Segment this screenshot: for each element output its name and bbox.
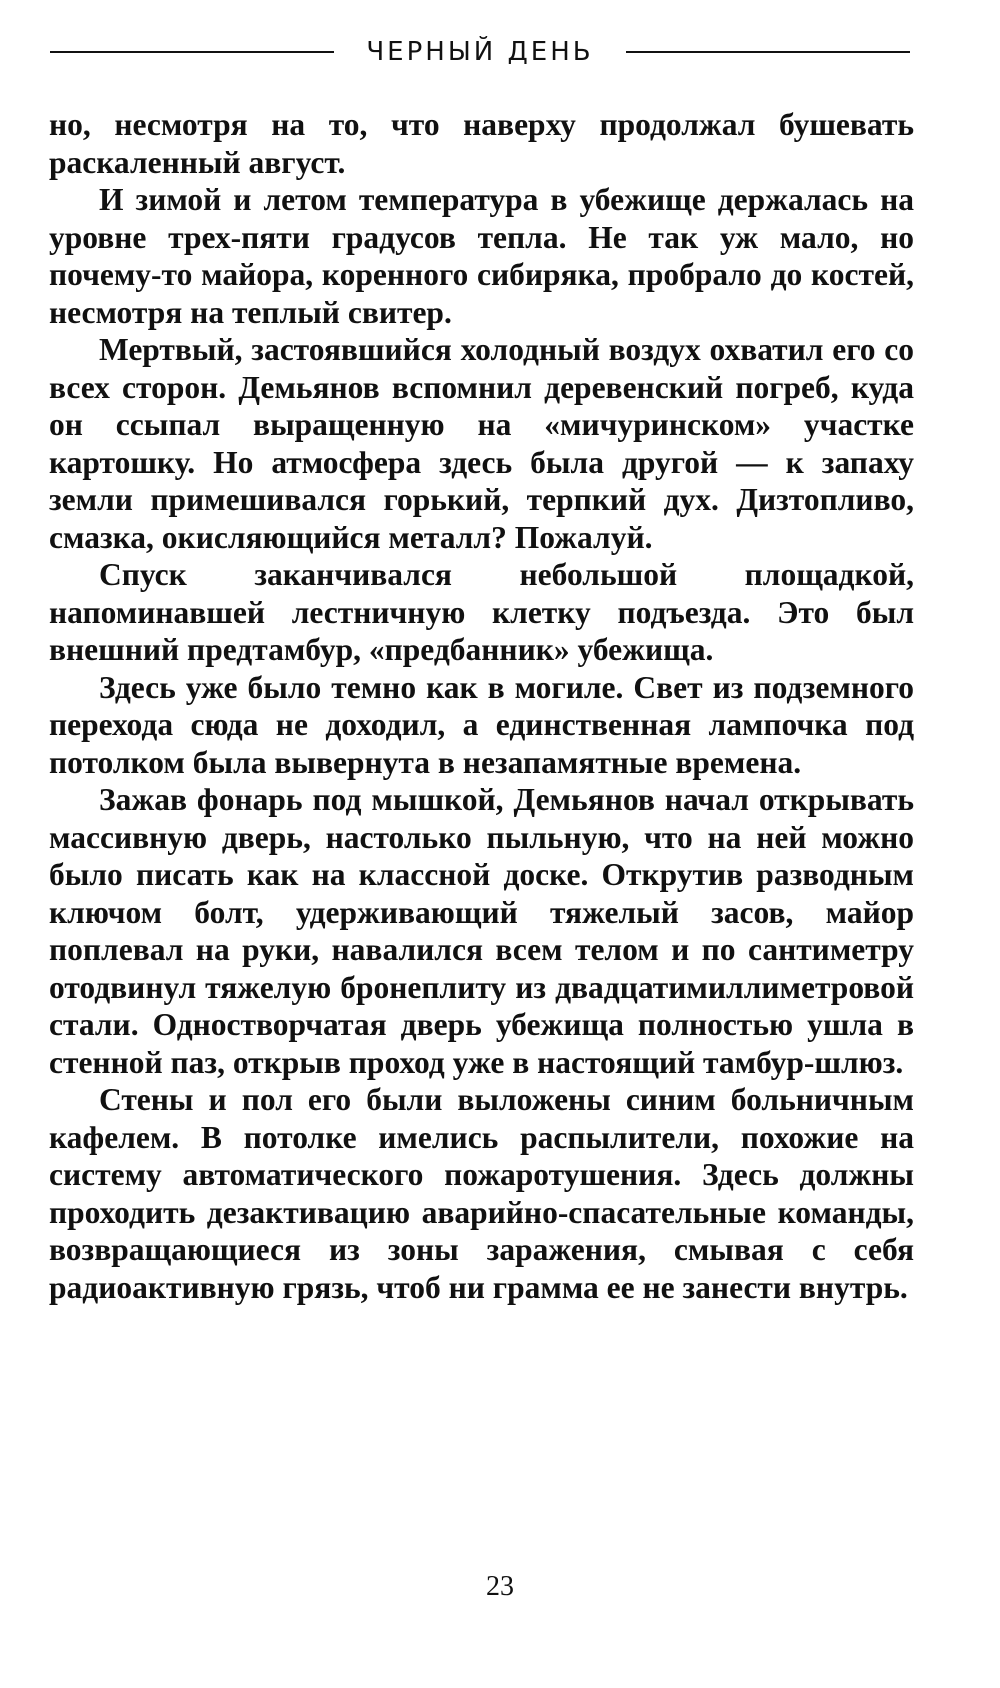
header-rule-left bbox=[50, 51, 334, 53]
paragraph: Спуск заканчивался небольшой площадкой, напоминавшей лестничную клетку подъезда. Это был внешний предтамбур, «предбанник» убежища. bbox=[49, 557, 914, 667]
paragraph: И зимой и летом температура в убежище держалась на уровне трех-пяти градусов тепла. Не так уж мало, но почему-то майора, коренного сибиряка, пробрало до костей, несмотря на теплый свитер. bbox=[49, 182, 914, 330]
paragraph: Мертвый, застоявшийся холодный воздух охватил его со всех сторон. Демьянов вспомнил деревенский погреб, куда он ссыпал выращенную на «мичуринском» участке картошку. Но атмосфера здесь была другой — к запаху земли примешивался горький, терпкий дух. Дизтопливо, смазка, окисляющийся металл? Пожалуй. bbox=[49, 332, 914, 555]
paragraph: но, несмотря на то, что наверху продолжал бушевать раскаленный август. bbox=[49, 107, 914, 180]
header-rule-right bbox=[626, 51, 910, 53]
paragraph: Зажав фонарь под мышкой, Демьянов начал открывать массивную дверь, настолько пыльную, что на ней можно было писать как на классной доске. Открутив разводным ключом болт, удерживающий тяжелый засов, майор поплевал на руки, навалился всем телом и по сантиметру отодвинул тяжелую бронеплиту из двадцатимиллиметровой стали. Одностворчатая дверь убежища полностью ушла в стенной паз, открыв проход уже в настоящий тамбур-шлюз. bbox=[49, 782, 914, 1080]
page-number: 23 bbox=[486, 1571, 514, 1602]
running-title: ЧЕРНЫЙ ДЕНЬ bbox=[366, 37, 594, 67]
paragraph: Стены и пол его были выложены синим больничным кафелем. В потолке имелись распылители, похожие на систему автоматического пожаротушения. Здесь должны проходить дезактивацию аварийно-спасательные команды, возвращающиеся из зоны заражения, смывая с себя радиоактивную грязь, чтоб ни грамма ее не занести внутрь. bbox=[49, 1082, 914, 1305]
paragraph: Здесь уже было темно как в могиле. Свет из подземного перехода сюда не доходил, а единственная лампочка под потолком была вывернута в незапамятные времена. bbox=[49, 669, 914, 780]
running-header bbox=[50, 36, 910, 68]
body-text bbox=[49, 106, 914, 1306]
